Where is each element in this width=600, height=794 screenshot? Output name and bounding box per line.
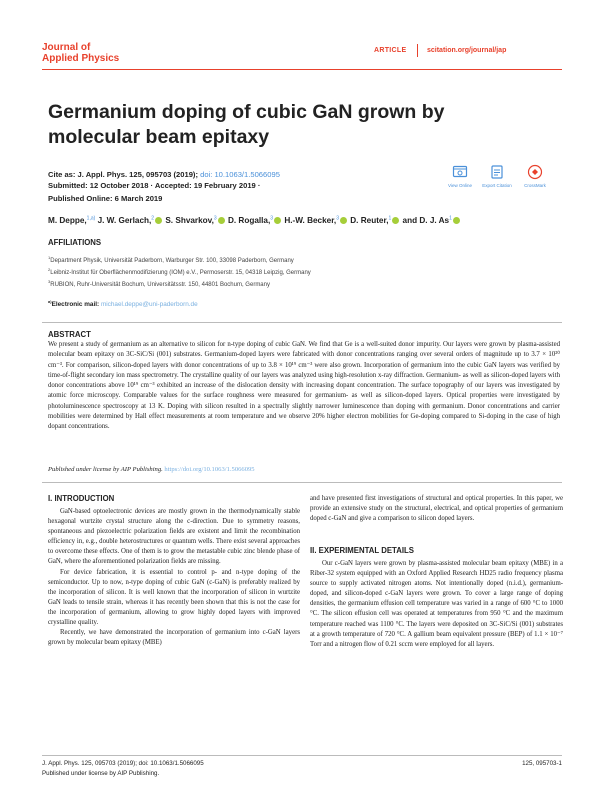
paragraph: Our c-GaN layers were grown by plasma-assisted molecular beam epitaxy (MBE) in a Riber-32 system equipped with an Oxford Applied Research HD25 radio frequency plasma source to supply activated nitrogen atoms. Not intentionally doped (n.i.d.), germanium-doped, and silicon-doped c-GaN layers were grown. To cover a large range of doping densities, the germanium effusion cell temperature was varied in a range of 600 °C to 1000 °C. The silicon effusion cell was operated at temperatures from 950 °C and the maximum temperature reached was 1100 °C. The layers were deposited on 3C-SiC/Si (001) substrates at a growth temperature of 720 °C. A gallium beam equivalent pressure (BEP) of 1.1 × 10⁻⁷ Torr and a nitrogen flow of 0.21 sccm were employed for all layers. [310, 560, 563, 648]
export-citation-icon [489, 164, 505, 180]
paragraph: For device fabrication, it is essential to control p- and n-type doping of the semiconductor. Up to now, n-type doping of cubic GaN (c-GaN) is preferably realized by the incorporation of silicon. It is well known that the incorporation of silicon in wurtzite GaN leads to tensile strain, whereas it has recently been shown that this is not the case for the incorporation of germanium, allowing to grow highly doped layers with improved crystalline quality. [48, 568, 300, 627]
view-online-label: View Online [448, 183, 472, 188]
orcid-icon[interactable] [274, 217, 281, 224]
citation-text: Cite as: J. Appl. Phys. 125, 095703 (2019); [48, 170, 198, 179]
export-citation-button[interactable] [480, 164, 514, 188]
author-affiliation-mark: 1,a) [86, 215, 96, 221]
introduction-continued: and have presented first investigations of structural and optical properties. In this paper, we provide an extensive study on the structural, electrical, and optical properties of germanium doped c-GaN and give a comparison to silicon doped layers. [310, 495, 563, 523]
journal-site-link[interactable]: scitation.org/journal/jap [427, 47, 507, 54]
author[interactable]: and D. J. As$^1$ [403, 216, 461, 225]
author[interactable]: S. Shvarkov,$^3$ [165, 216, 225, 225]
footer-license: Published under license by AIP Publishing. [42, 770, 160, 777]
affiliation-item: $^2$Leibniz-Institut für Oberflächenmodifizierung (IOM) e.V., Permoserstr. 15, 04318 Leipzig, Germany [48, 267, 311, 276]
author-affiliation-mark: 2 [151, 215, 155, 221]
journal-name-line1: Journal of [42, 42, 91, 53]
author-affiliation-mark: 1 [449, 215, 452, 221]
license-divider [42, 482, 562, 483]
author[interactable]: J. W. Gerlach,$^2$ [98, 216, 163, 225]
header-divider [417, 44, 418, 57]
crossmark-icon [527, 164, 543, 180]
author[interactable]: D. Rogalla,$^3$ [228, 216, 282, 225]
abstract-body: We present a study of germanium as an alternative to silicon for n-type doping of cubic GaN. We find that Ge is a well-suited donor impurity. Our layers were grown by plasma-assisted molecular beam epitaxy on 3C-SiC/Si (001) substrates. Germanium-doped layers were fabricated with donor concentrations ranging over several orders of magnitude up to 3.7 × 10²⁰ cm⁻³. For comparison, silicon-doped layers with donor concentrations of up to 3.8 × 10¹⁹ cm⁻³ were also grown. Incorporation of germanium into the cubic GaN layers was verified by time-of-flight secondary ion mass spectrometry. The crystalline quality of our layers was analyzed using high-resolution x-ray diffraction. Germanium- as well as silicon-doped layers with donor concentrations above 10¹⁹ cm⁻³ exhibited an increase of the dislocation density with increasing dopant concentration. The surface topography of our layers was investigated by atomic force microscopy. Comparable values for the surface roughness were measured for germanium- as well as silicon-doped layers. Optical properties were investigated by photoluminescence spectroscopy at 13 K. Doping with silicon resulted in a spectrally slightly narrower luminescence than doping with germanium. Donor concentrations and carrier mobilities were determined by Hall effect measurements at room temperature and we observe 20% higher electron mobilities for Ge-doping compared to Si-doping in the case of high dopant concentrations. [48, 341, 560, 431]
journal-logo[interactable] [42, 42, 119, 64]
author[interactable]: D. Reuter,$^1$ [350, 216, 400, 225]
orcid-icon[interactable] [340, 217, 347, 224]
doi-link[interactable]: doi: 10.1063/1.5066095 [200, 170, 280, 179]
author[interactable]: M. Deppe,$^{1,a)}$ [48, 215, 96, 225]
header-rule [42, 69, 562, 70]
footer-divider [42, 755, 562, 756]
orcid-icon[interactable] [392, 217, 399, 224]
section-heading-experimental: II. EXPERIMENTAL DETAILS [310, 546, 414, 555]
license-statement: Published under license by AIP Publishing. https://doi.org/10.1063/1.5066095 [48, 466, 255, 473]
view-online-icon [452, 164, 468, 180]
section-heading-introduction: I. INTRODUCTION [48, 494, 115, 503]
orcid-icon[interactable] [218, 217, 225, 224]
affiliation-item: $^1$Department Physik, Universität Paderborn, Warburger Str. 100, 33098 Paderborn, Germany [48, 255, 294, 264]
email-label: Electronic mail: [51, 301, 100, 309]
affiliation-item: $^3$RUBION, Ruhr-Universität Bochum, Universitätsstr. 150, 44801 Bochum, Germany [48, 279, 270, 288]
footer-page-number: 125, 095703-1 [522, 760, 562, 767]
view-online-button[interactable] [443, 164, 477, 188]
abstract-heading: ABSTRACT [48, 330, 91, 339]
author-affiliation-mark: 3 [270, 215, 274, 221]
email-link[interactable]: michael.deppe@uni-paderborn.de [100, 301, 198, 309]
crossmark-button[interactable] [518, 164, 552, 188]
author-list [48, 215, 568, 225]
orcid-icon[interactable] [155, 217, 162, 224]
orcid-icon[interactable] [453, 217, 460, 224]
footer-citation: J. Appl. Phys. 125, 095703 (2019); doi: 10.1063/1.5066095 [42, 760, 204, 767]
author-affiliation-mark: 3 [213, 215, 217, 221]
introduction-body [48, 507, 300, 648]
experimental-body [310, 559, 563, 650]
paragraph: Recently, we have demonstrated the incorporation of germanium into c-GaN layers grown by molecular beam epitaxy (MBE) [48, 629, 300, 647]
export-citation-label: Export Citation [482, 183, 512, 188]
abstract-divider [42, 322, 562, 323]
license-doi-link[interactable]: https://doi.org/10.1063/1.5066095 [164, 466, 255, 473]
crossmark-label: CrossMark [524, 183, 546, 188]
article-type-label: ARTICLE [374, 47, 407, 54]
citation-line [48, 170, 280, 179]
published-date: Published Online: 6 March 2019 [48, 194, 163, 203]
submission-dates: Submitted: 12 October 2018 · Accepted: 19 February 2019 · [48, 181, 261, 190]
corresponding-email: $^{a)}$Electronic mail: michael.deppe@uni-paderborn.de [48, 299, 198, 309]
paragraph: GaN-based optoelectronic devices are mostly grown in the thermodynamically stable hexagonal wurtzite crystal structure along the c-direction. Due to symmetry reasons, spontaneous and piezoelectric polarization fields are existent and limit the recombination efficiency in, e.g., double heterostructures or quantum wells. There exist several approaches to overcome these effects. One of them is to grow the metastable cubic zinc blende phase of GaN, where the aforementioned polarization fields are missing. [48, 508, 300, 566]
affiliations-heading: AFFILIATIONS [48, 238, 102, 247]
author[interactable]: H.-W. Becker,$^3$ [284, 216, 348, 225]
author-affiliation-mark: 1 [388, 215, 392, 221]
article-title: Germanium doping of cubic GaN grown by molecular beam epitaxy [48, 101, 445, 148]
author-affiliation-mark: 3 [336, 215, 339, 221]
journal-name-line2: Applied Physics [42, 53, 120, 64]
